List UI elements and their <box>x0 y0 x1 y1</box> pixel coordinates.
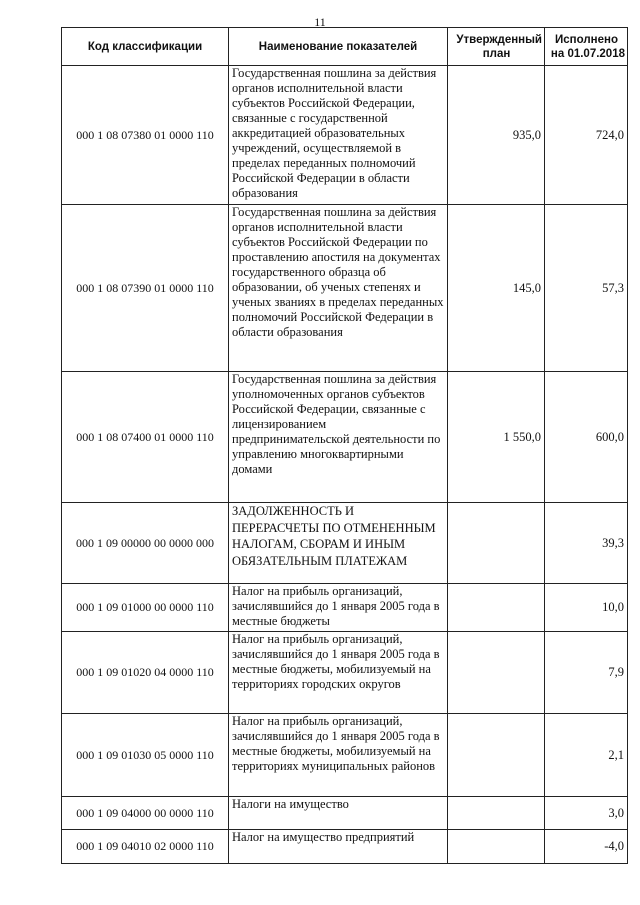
header-exec-line2: на 01.07.2018 <box>550 47 625 60</box>
page-number: 11 <box>314 15 326 29</box>
table-row <box>62 584 628 632</box>
row-executed: 39,3 <box>545 503 628 584</box>
row-code: 000 1 09 01000 00 0000 110 <box>62 584 229 632</box>
header-plan <box>448 28 545 66</box>
row-plan <box>448 632 545 714</box>
row-executed: 10,0 <box>545 584 628 632</box>
table-row <box>62 503 628 584</box>
header-executed <box>545 28 628 66</box>
row-name: Государственная пошлина за действия органов исполнительной власти субъектов Российской Федерации, связанные с государственной аккредитацией образовательных учреждений, осуществляемой в пределах переданных полномочий Российской Федерации в области образования <box>229 66 448 205</box>
row-executed: 7,9 <box>545 632 628 714</box>
row-plan <box>448 830 545 864</box>
row-code: 000 1 09 00000 00 0000 000 <box>62 503 229 584</box>
header-code: Код классификации <box>62 28 229 66</box>
row-name: Налог на прибыль организаций, зачислявшийся до 1 января 2005 года в местные бюджеты <box>229 584 448 632</box>
row-name: Государственная пошлина за действия уполномоченных органов субъектов Российской Федерации, связанные с лицензированием предпринимательской деятельности по управлению многоквартирными домами <box>229 372 448 503</box>
table-row <box>62 797 628 830</box>
table-row <box>62 372 628 503</box>
header-plan-line2: план <box>482 47 511 60</box>
row-executed: 57,3 <box>545 205 628 372</box>
budget-table <box>61 27 628 864</box>
row-executed: 3,0 <box>545 797 628 830</box>
row-code: 000 1 09 04010 02 0000 110 <box>62 830 229 864</box>
row-plan <box>448 584 545 632</box>
table-row <box>62 632 628 714</box>
table-row <box>62 830 628 864</box>
row-plan: 145,0 <box>448 205 545 372</box>
row-executed: 724,0 <box>545 66 628 205</box>
row-plan: 1 550,0 <box>448 372 545 503</box>
row-name: Налог на прибыль организаций, зачислявшийся до 1 января 2005 года в местные бюджеты, мобилизуемый на территориях муниципальных районов <box>229 714 448 797</box>
row-code: 000 1 08 07380 01 0000 110 <box>62 66 229 205</box>
row-executed: -4,0 <box>545 830 628 864</box>
header-plan-line1: Утвержденный <box>456 33 542 46</box>
row-plan: 935,0 <box>448 66 545 205</box>
row-name: ЗАДОЛЖЕННОСТЬ И ПЕРЕРАСЧЕТЫ ПО ОТМЕНЕННЫМ НАЛОГАМ, СБОРАМ И ИНЫМ ОБЯЗАТЕЛЬНЫМ ПЛАТЕЖАМ <box>229 503 448 584</box>
row-code: 000 1 08 07390 01 0000 110 <box>62 205 229 372</box>
row-plan <box>448 714 545 797</box>
row-name: Налог на имущество предприятий <box>229 830 448 864</box>
row-plan <box>448 503 545 584</box>
row-name: Государственная пошлина за действия органов исполнительной власти субъектов Российской Федерации по проставлению апостиля на документах государственного образца об образовании, об ученых степенях и ученых званиях в пределах переданных полномочий Российской Федерации в области образования <box>229 205 448 372</box>
row-code: 000 1 09 04000 00 0000 110 <box>62 797 229 830</box>
table-row <box>62 714 628 797</box>
row-code: 000 1 09 01020 04 0000 110 <box>62 632 229 714</box>
header-exec-line1: Исполнено <box>555 33 618 46</box>
table-row <box>62 66 628 205</box>
table-header-row <box>62 28 628 66</box>
header-name: Наименование показателей <box>229 28 448 66</box>
row-executed: 600,0 <box>545 372 628 503</box>
row-name: Налоги на имущество <box>229 797 448 830</box>
row-plan <box>448 797 545 830</box>
row-code: 000 1 08 07400 01 0000 110 <box>62 372 229 503</box>
row-name: Налог на прибыль организаций, зачислявшийся до 1 января 2005 года в местные бюджеты, мобилизуемый на территориях городских округов <box>229 632 448 714</box>
row-executed: 2,1 <box>545 714 628 797</box>
row-code: 000 1 09 01030 05 0000 110 <box>62 714 229 797</box>
table-row <box>62 205 628 372</box>
